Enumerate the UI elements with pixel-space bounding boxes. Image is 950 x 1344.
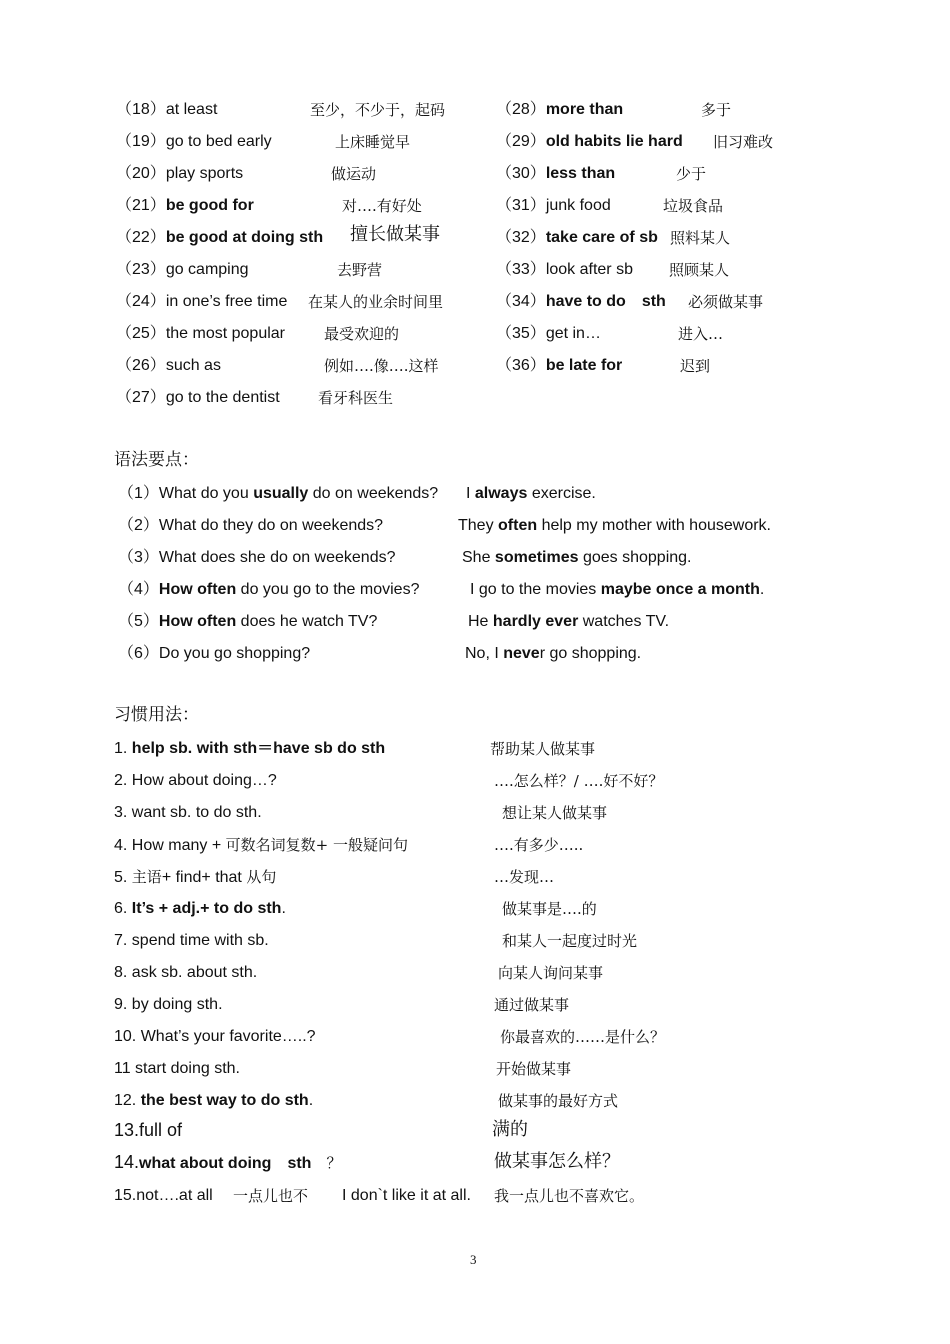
text: . — [308, 1092, 314, 1109]
vocab-meaning: 擅长做某事 — [350, 224, 440, 245]
text: （2）What do they do on weekends? — [118, 517, 384, 534]
text: + find+ that — [161, 869, 247, 886]
usage-meaning: ….怎么样？/ ….好不好？ — [494, 772, 664, 790]
usage-phrase: 15.not….at all — [114, 1187, 213, 1204]
text: 从句 — [246, 868, 277, 886]
bold-text: the best way to do sth — [140, 1092, 309, 1109]
usage-meaning: 向某人询问某事 — [498, 964, 604, 982]
bold-text: neve — [503, 645, 540, 662]
grammar-question — [118, 580, 419, 600]
text: does he watch TV? — [236, 613, 378, 630]
usage-phrase — [114, 995, 223, 1015]
bold-text: It’s + adj.+ to do sth — [131, 900, 282, 917]
usage-example: I don`t like it at all. — [342, 1187, 471, 1204]
usage-meaning: 做某事是….的 — [502, 900, 597, 918]
text: do on weekends? — [308, 485, 439, 502]
text: 5. — [114, 869, 132, 886]
usage-phrase — [114, 739, 385, 759]
vocab-meaning: 照顾某人 — [669, 261, 730, 279]
vocab-item: （30）less than — [496, 165, 616, 182]
grammar-answer — [470, 580, 764, 600]
usage-meaning: …发现… — [494, 868, 555, 886]
usage-phrase — [114, 963, 257, 983]
vocab-item: （32）take care of sb — [496, 229, 658, 246]
text: 4. How many + — [114, 837, 226, 854]
vocab-item: （19）go to bed early — [116, 133, 272, 150]
vocab-item: （36）be late for — [496, 357, 623, 374]
grammar-question — [118, 644, 310, 664]
usage-phrase — [114, 1152, 341, 1174]
vocab-meaning: 旧习难改 — [713, 133, 774, 151]
vocab-item: （29）old habits lie hard — [496, 133, 683, 150]
text: They — [458, 517, 499, 534]
vocab-item: （24）in one’s free time — [116, 293, 288, 310]
usage-phrase — [114, 899, 286, 919]
text: watches TV. — [578, 613, 670, 630]
bold-text: usually — [253, 485, 309, 502]
text: （1）What do you — [118, 485, 254, 502]
text: 可数名词复数+ 一般疑问句 — [225, 836, 408, 854]
vocab-meaning: 最受欢迎的 — [324, 325, 400, 343]
text: exercise. — [527, 485, 596, 502]
usage-meaning: 帮助某人做某事 — [490, 740, 596, 758]
grammar-heading: 语法要点： — [114, 450, 199, 470]
usage-phrase — [114, 931, 269, 951]
usage-meaning: 做某事怎么样？ — [494, 1151, 620, 1172]
bold-text: often — [498, 517, 538, 534]
usage-meaning: 做某事的最好方式 — [498, 1092, 619, 1110]
vocab-meaning: 垃圾食品 — [663, 197, 724, 215]
vocab-meaning: 多于 — [701, 101, 732, 119]
text: 10. What’s your favorite…..? — [114, 1028, 316, 1045]
vocab-item: （27）go to the dentist — [116, 389, 280, 406]
page-number: 3 — [470, 1252, 477, 1267]
text: （5） — [118, 613, 159, 630]
usage-meaning: ….有多少….. — [494, 836, 584, 854]
vocab-item: （25）the most popular — [116, 325, 285, 342]
text: 9. by doing sth. — [114, 996, 223, 1013]
text: 2. How about doing…? — [114, 772, 277, 789]
text: 8. ask sb. about sth. — [114, 964, 258, 981]
bold-text: maybe once a month — [600, 581, 760, 598]
text: do you go to the movies? — [236, 581, 420, 598]
usage-phrase — [114, 803, 262, 823]
vocab-meaning: 照料某人 — [670, 229, 731, 247]
text: 11 start doing sth. — [114, 1060, 240, 1077]
grammar-question — [118, 516, 383, 536]
text: 1. — [114, 740, 132, 757]
usage-phrase — [114, 771, 277, 791]
usage-meaning: 满的 — [492, 1119, 528, 1140]
text: I go to the movies — [470, 581, 601, 598]
grammar-question — [118, 548, 396, 568]
grammar-answer — [468, 612, 669, 632]
grammar-answer — [462, 548, 692, 568]
text: . — [759, 581, 765, 598]
bold-text: what about doing sth — [139, 1155, 312, 1172]
bold-text: always — [474, 485, 528, 502]
text: r go shopping. — [539, 645, 642, 662]
grammar-question — [118, 612, 377, 632]
vocab-item: （33）look after sb — [496, 261, 633, 278]
vocab-item: （26）such as — [116, 357, 221, 374]
vocab-item: （22）be good at doing sth — [116, 229, 324, 246]
vocab-meaning: 在某人的业余时间里 — [308, 293, 444, 311]
bold-text: How often — [158, 581, 237, 598]
grammar-answer — [466, 484, 596, 504]
vocab-item: （34）have to do sth — [496, 293, 666, 310]
text: 7. spend time with sb. — [114, 932, 269, 949]
grammar-answer — [465, 644, 641, 664]
grammar-answer — [458, 516, 771, 536]
vocab-meaning: 上床睡觉早 — [335, 133, 411, 151]
usage-translation: 我一点儿也不喜欢它。 — [494, 1187, 645, 1205]
usage-phrase — [114, 835, 408, 856]
usage-heading: 习惯用法： — [114, 705, 199, 725]
vocab-item: （35）get in… — [496, 325, 601, 342]
grammar-question — [118, 484, 438, 504]
text: 13.full of — [114, 1120, 183, 1140]
vocab-meaning: 少于 — [676, 165, 707, 183]
vocab-item: （31）junk food — [496, 197, 611, 214]
vocab-meaning: 必须做某事 — [688, 293, 764, 311]
vocab-item: （21）be good for — [116, 197, 254, 214]
vocab-item: （20）play sports — [116, 165, 244, 182]
usage-meaning: 开始做某事 — [496, 1060, 572, 1078]
text: 14. — [114, 1152, 140, 1172]
usage-phrase — [114, 1120, 182, 1142]
vocab-meaning: 去野营 — [337, 261, 383, 279]
usage-meaning: 通过做某事 — [494, 996, 570, 1014]
text: . — [281, 900, 286, 917]
vocab-meaning: 例如….像….这样 — [324, 357, 439, 375]
text: goes shopping. — [578, 549, 692, 566]
vocab-meaning: 看牙科医生 — [318, 389, 394, 407]
text: help my mother with housework. — [537, 517, 771, 534]
usage-phrase — [114, 1027, 316, 1047]
text: ？ — [311, 1154, 342, 1172]
text: （4） — [118, 581, 159, 598]
usage-phrase — [114, 1091, 313, 1111]
bold-text: hardly ever — [492, 613, 579, 630]
text: （6）Do you go shopping? — [118, 645, 311, 662]
text: 12. — [114, 1092, 141, 1109]
usage-meaning: 一点儿也不 — [233, 1187, 309, 1205]
usage-meaning: 你最喜欢的……是什么？ — [500, 1028, 666, 1046]
vocab-meaning: 迟到 — [680, 357, 711, 375]
usage-phrase — [114, 1059, 240, 1079]
vocab-meaning: 对….有好处 — [342, 197, 422, 215]
vocab-item: （23）go camping — [116, 261, 249, 278]
usage-phrase — [114, 867, 276, 888]
vocab-meaning: 至少，不少于，起码 — [310, 101, 446, 119]
bold-text: help sb. with sth＝have sb do sth — [131, 740, 386, 757]
text: 3. want sb. to do sth. — [114, 804, 262, 821]
bold-text: sometimes — [494, 549, 579, 566]
vocab-item: （18）at least — [116, 101, 218, 118]
usage-meaning: 想让某人做某事 — [502, 804, 608, 822]
usage-meaning: 和某人一起度过时光 — [502, 932, 638, 950]
vocab-meaning: 进入… — [678, 325, 724, 343]
text: She — [462, 549, 495, 566]
vocab-item: （28）more than — [496, 101, 624, 118]
text: 主语 — [131, 868, 162, 886]
text: （3）What does she do on weekends? — [118, 549, 396, 566]
text: 6. — [114, 900, 132, 917]
vocab-meaning: 做运动 — [331, 165, 377, 183]
bold-text: How often — [158, 613, 237, 630]
text: I — [466, 485, 475, 502]
text: No, I — [465, 645, 504, 662]
text: He — [468, 613, 493, 630]
